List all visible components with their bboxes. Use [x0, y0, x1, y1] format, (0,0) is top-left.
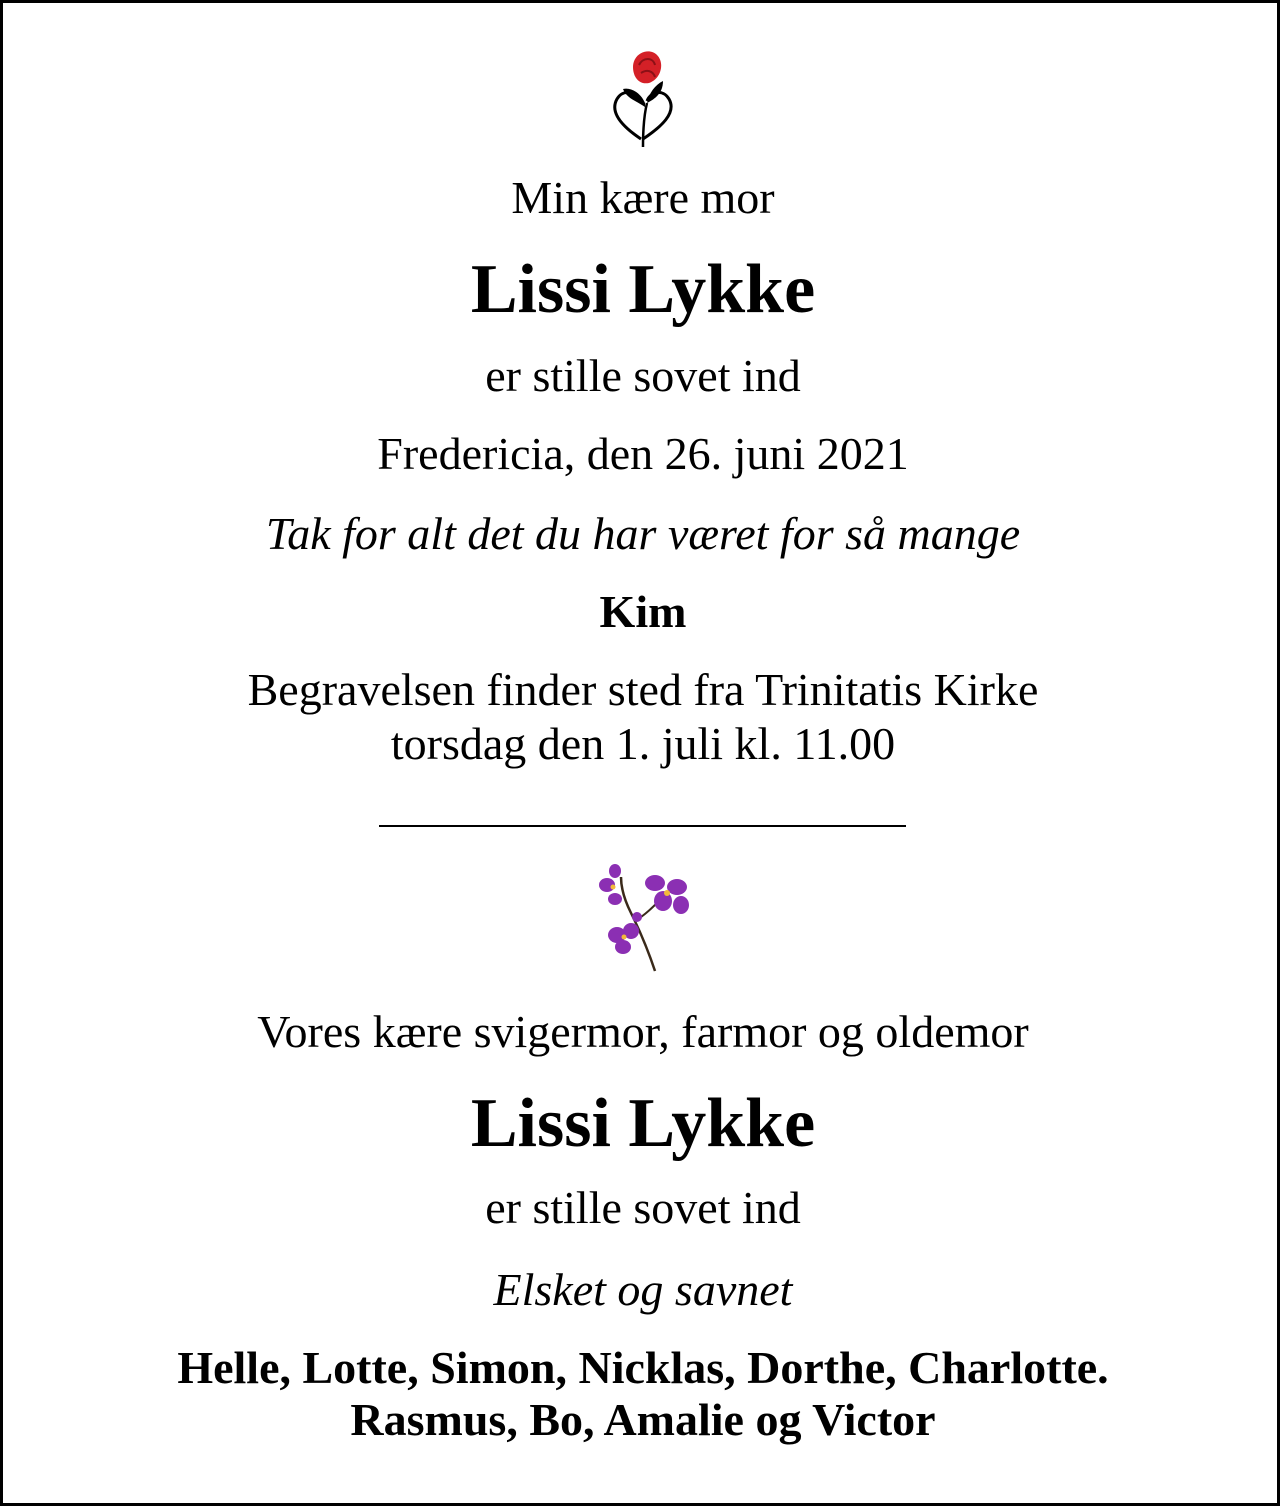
notice1-signer: Kim	[599, 586, 687, 637]
notice2-intro: Vores kære svigermor, farmor og oldemor	[257, 1006, 1029, 1057]
notice2-message: Elsket og savnet	[493, 1264, 793, 1315]
notice2-name: Lissi Lykke	[470, 1085, 816, 1162]
notice2-status: er stille sovet ind	[485, 1182, 801, 1233]
notice2-signers-line2: Rasmus, Bo, Amalie og Victor	[350, 1394, 936, 1445]
notice1-status: er stille sovet ind	[485, 350, 801, 401]
notice1-intro: Min kære mor	[511, 172, 775, 223]
notice1-funeral-line2: torsdag den 1. juli kl. 11.00	[390, 718, 896, 769]
notice2-signers-line1: Helle, Lotte, Simon, Nicklas, Dorthe, Charlotte.	[177, 1342, 1109, 1393]
notice1-funeral-line1: Begravelsen finder sted fra Trinitatis Kirke	[247, 664, 1039, 715]
notice1-name: Lissi Lykke	[470, 251, 816, 328]
divider-rule	[379, 825, 906, 827]
notice1-place-date: Fredericia, den 26. juni 2021	[377, 428, 909, 479]
orchid-icon	[591, 861, 699, 973]
rose-heart-icon	[603, 43, 683, 153]
notice1-message: Tak for alt det du har været for så mange	[265, 508, 1021, 559]
